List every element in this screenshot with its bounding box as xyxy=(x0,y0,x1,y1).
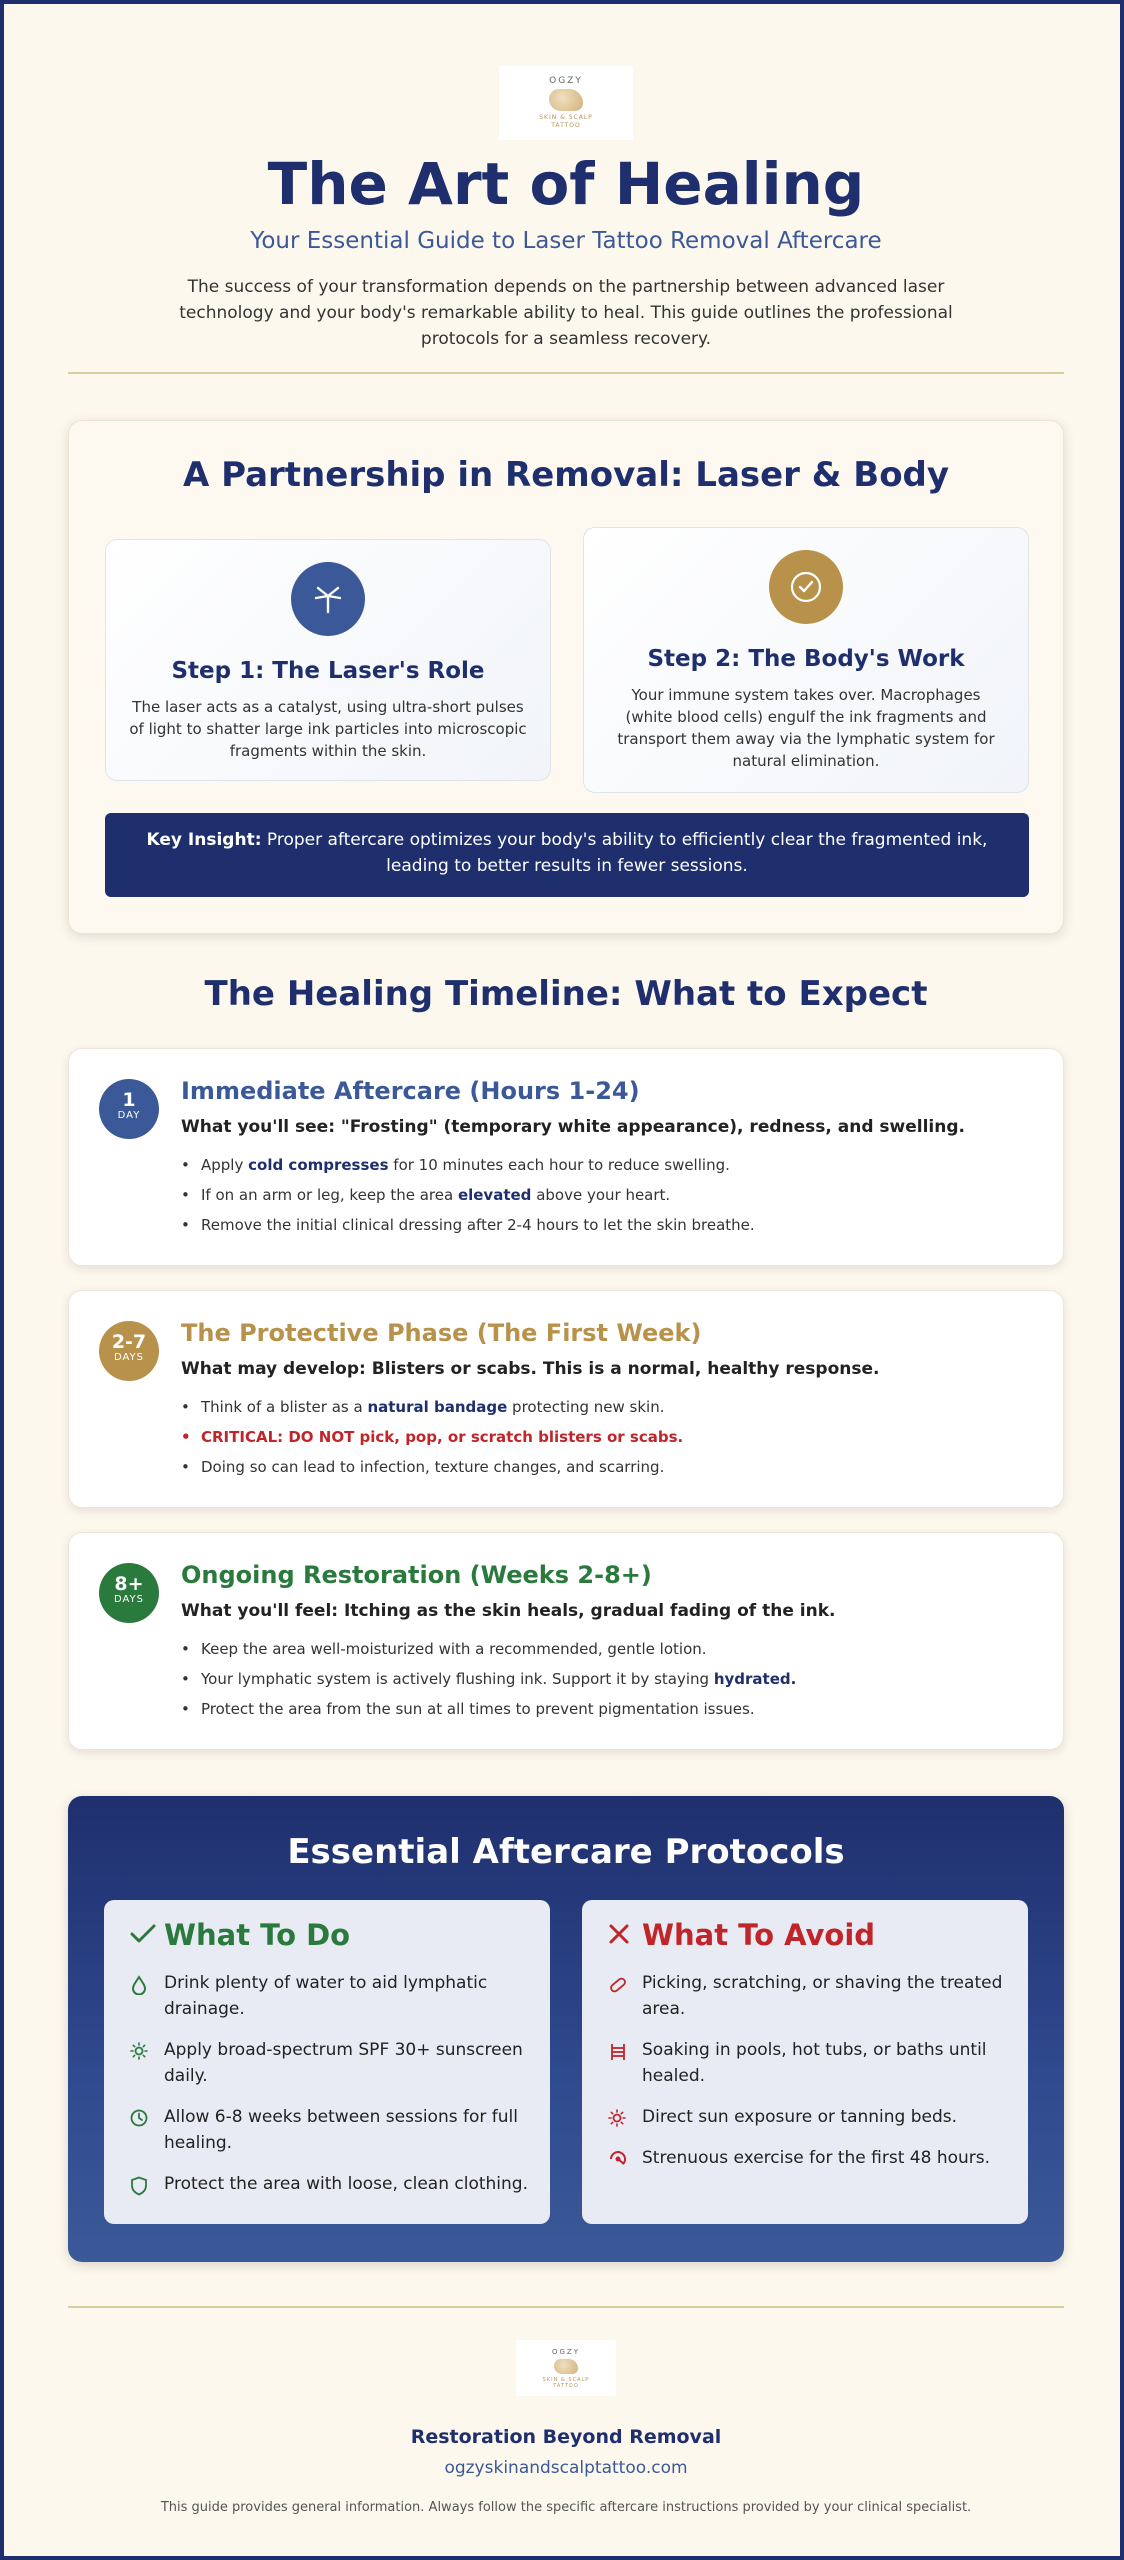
website-link[interactable]: ogzyskinandscalptattoo.com xyxy=(444,2458,688,2478)
list-item: • Protect the area from the sun at all times to prevent pigmentation issues. xyxy=(181,1699,796,1719)
phase-title: Ongoing Restoration (Weeks 2-8+) xyxy=(181,1561,652,1589)
footer xyxy=(4,2340,1124,2515)
intro-text: The success of your transformation depends on the partnership between advanced laser technology and your body's remarkable ability to heal. This guide outlines the professional protocols for a seamless recovery. xyxy=(179,277,953,349)
shield-icon xyxy=(130,2171,164,2197)
list-item: Soaking in pools, hot tubs, or baths until healed. xyxy=(608,2037,1008,2089)
list-item: Strenuous exercise for the first 48 hours. xyxy=(608,2145,1008,2171)
phase-list xyxy=(181,1397,683,1487)
phase-list xyxy=(181,1155,755,1245)
step-2-card xyxy=(583,527,1029,793)
step-1-text: The laser acts as a catalyst, using ultra-short pulses of light to shatter large ink particles into microscopic fragments within the skin. xyxy=(129,698,527,760)
avoid-column xyxy=(582,1900,1028,2224)
footer-divider xyxy=(68,2306,1064,2308)
phase-lead: What you'll see: "Frosting" (temporary white appearance), redness, and swelling. xyxy=(181,1117,965,1137)
sun-icon xyxy=(130,2037,164,2089)
logo-mark xyxy=(549,89,583,111)
list-item: • Think of a blister as a natural bandage protecting new skin. xyxy=(181,1397,683,1417)
sun-icon xyxy=(608,2104,642,2130)
key-insight-text: Proper aftercare optimizes your body's ability to efficiently clear the fragmented ink, leading to better results in fewer sessions. xyxy=(261,830,988,876)
phase-list xyxy=(181,1639,796,1729)
list-item: Direct sun exposure or tanning beds. xyxy=(608,2104,1008,2130)
step-2-title: Step 2: The Body's Work xyxy=(647,646,965,672)
list-item: Apply broad-spectrum SPF 30+ sunscreen daily. xyxy=(130,2037,530,2089)
exercise-icon xyxy=(608,2145,642,2171)
phase-lead: What you'll feel: Itching as the skin heals, gradual fading of the ink. xyxy=(181,1601,836,1621)
avoid-title: What To Avoid xyxy=(608,1918,875,1952)
disclaimer: This guide provides general information. Always follow the specific aftercare instructions provided by your clinical specialist. xyxy=(160,2500,972,2515)
page-subtitle: Your Essential Guide to Laser Tattoo Removal Aftercare xyxy=(250,228,882,254)
list-item: Allow 6-8 weeks between sessions for full healing. xyxy=(130,2104,530,2156)
phase-title: Immediate Aftercare (Hours 1-24) xyxy=(181,1077,640,1105)
list-item: • Apply cold compresses for 10 minutes each hour to reduce swelling. xyxy=(181,1155,755,1175)
divider xyxy=(68,372,1064,374)
logo-brand: OGZY xyxy=(549,76,583,86)
timeline-phase-1 xyxy=(68,1048,1064,1266)
do-list xyxy=(130,1970,530,2212)
step-2-text: Your immune system takes over. Macrophages (white blood cells) engulf the ink fragments and transport them away via the lymphatic system for natural elimination. xyxy=(617,686,995,770)
clock-icon xyxy=(130,2104,164,2156)
list-item: • Remove the initial clinical dressing after 2-4 hours to let the skin breathe. xyxy=(181,1215,755,1235)
day-badge: 1 DAY xyxy=(99,1079,159,1139)
list-item: Picking, scratching, or shaving the treated area. xyxy=(608,1970,1008,2022)
do-title: What To Do xyxy=(130,1918,350,1952)
footer-logo: OGZY SKIN & SCALP TATTOO xyxy=(516,2340,616,2396)
footer-tagline: Restoration Beyond Removal xyxy=(410,2426,722,2448)
partnership-section xyxy=(68,420,1064,934)
water-drop-icon xyxy=(130,1970,164,2022)
list-item: • Your lymphatic system is actively flushing ink. Support it by staying hydrated. xyxy=(181,1669,796,1689)
logo-sub: SKIN & SCALP TATTOO xyxy=(539,114,593,129)
critical-warning: • CRITICAL: DO NOT pick, pop, or scratch blisters or scabs. xyxy=(181,1427,683,1447)
avoid-list xyxy=(608,1970,1008,2186)
phase-title: The Protective Phase (The First Week) xyxy=(181,1319,702,1347)
key-insight-label: Key Insight: xyxy=(146,830,262,850)
phase-lead: What may develop: Blisters or scabs. This is a normal, healthy response. xyxy=(181,1359,880,1379)
list-item: • If on an arm or leg, keep the area elevated above your heart. xyxy=(181,1185,755,1205)
timeline-phase-3 xyxy=(68,1532,1064,1750)
x-icon xyxy=(608,1918,642,1952)
timeline-phase-2 xyxy=(68,1290,1064,1508)
do-column xyxy=(104,1900,550,2224)
list-item: Drink plenty of water to aid lymphatic drainage. xyxy=(130,1970,530,2022)
day-badge: 2-7 DAYS xyxy=(99,1321,159,1381)
header xyxy=(68,66,1064,352)
pool-ladder-icon xyxy=(608,2037,642,2089)
timeline-title: The Healing Timeline: What to Expect xyxy=(204,974,928,1014)
list-item: • Doing so can lead to infection, texture changes, and scarring. xyxy=(181,1457,683,1477)
laser-burst-icon xyxy=(291,562,365,636)
partnership-title: A Partnership in Removal: Laser & Body xyxy=(182,455,950,495)
step-1-title: Step 1: The Laser's Role xyxy=(171,658,485,684)
logo xyxy=(499,66,633,140)
protocols-title: Essential Aftercare Protocols xyxy=(287,1832,845,1872)
checkmark-icon xyxy=(130,1918,164,1952)
day-badge: 8+ DAYS xyxy=(99,1563,159,1623)
check-circle-icon xyxy=(769,550,843,624)
list-item: Protect the area with loose, clean clothing. xyxy=(130,2171,530,2197)
list-item: • Keep the area well-moisturized with a recommended, gentle lotion. xyxy=(181,1639,796,1659)
step-1-card xyxy=(105,539,551,781)
bandage-icon xyxy=(608,1970,642,2022)
page-title: The Art of Healing xyxy=(267,150,865,218)
protocols-section xyxy=(68,1796,1064,2262)
key-insight-banner xyxy=(105,813,1029,897)
